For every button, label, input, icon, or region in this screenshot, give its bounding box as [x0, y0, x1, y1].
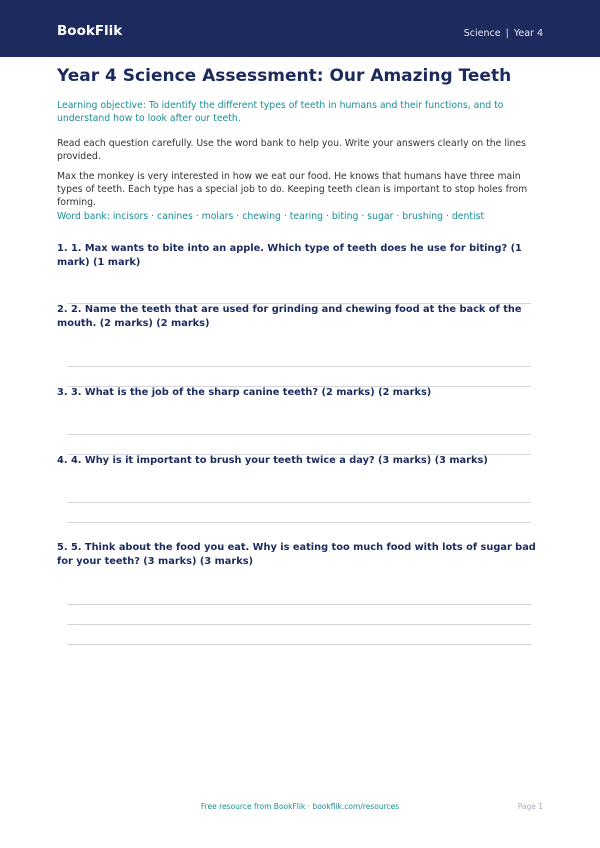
answer-line[interactable]: [67, 604, 531, 605]
answer-line[interactable]: [67, 624, 531, 625]
question-1: 1. 1. Max wants to bite into an apple. Which type of teeth does he use for biting? (1 mark) (1 mark): [57, 243, 522, 268]
subject-label: Science: [463, 28, 501, 39]
footer-credit: Free resource from BookFlik · bookflik.com/resources: [200, 802, 400, 811]
brand-logo: BookFlik: [57, 23, 123, 39]
page-number: Page 1: [517, 802, 543, 811]
intro-paragraph: Max the monkey is very interested in how we eat our food. He knows that humans have three main types of teeth. Each type has a special job to do. Keeping teeth clean is important to stop holes from forming.: [57, 171, 528, 208]
instructions: Read each question carefully. Use the word bank to help you. Write your answers clearly on the lines provided.: [57, 138, 526, 162]
answer-line[interactable]: [67, 644, 531, 645]
page-title: Year 4 Science Assessment: Our Amazing Teeth: [57, 66, 512, 86]
word-bank: Word bank: incisors · canines · molars · chewing · tearing · biting · sugar · brushing · dentist: [57, 211, 485, 222]
answer-line[interactable]: [67, 522, 531, 523]
learning-objective: Learning objective: To identify the different types of teeth in humans and their functions, and to understand how to look after our teeth.: [57, 100, 504, 124]
answer-line[interactable]: [67, 502, 531, 503]
question-5: 5. 5. Think about the food you eat. Why is eating too much food with lots of sugar bad for your teeth? (3 marks) (3 marks): [57, 542, 536, 567]
year-label: Year 4: [513, 28, 543, 39]
answer-line[interactable]: [67, 366, 531, 367]
page-header: [0, 0, 600, 57]
subject-year-label: [464, 28, 543, 40]
question-3: 3. 3. What is the job of the sharp canine teeth? (2 marks) (2 marks): [57, 387, 432, 398]
question-2: 2. 2. Name the teeth that are used for grinding and chewing food at the back of the mouth. (2 marks) (2 marks): [57, 304, 522, 329]
separator: |: [505, 28, 509, 39]
answer-line[interactable]: [67, 434, 531, 435]
question-4: 4. 4. Why is it important to brush your teeth twice a day? (3 marks) (3 marks): [57, 455, 488, 466]
